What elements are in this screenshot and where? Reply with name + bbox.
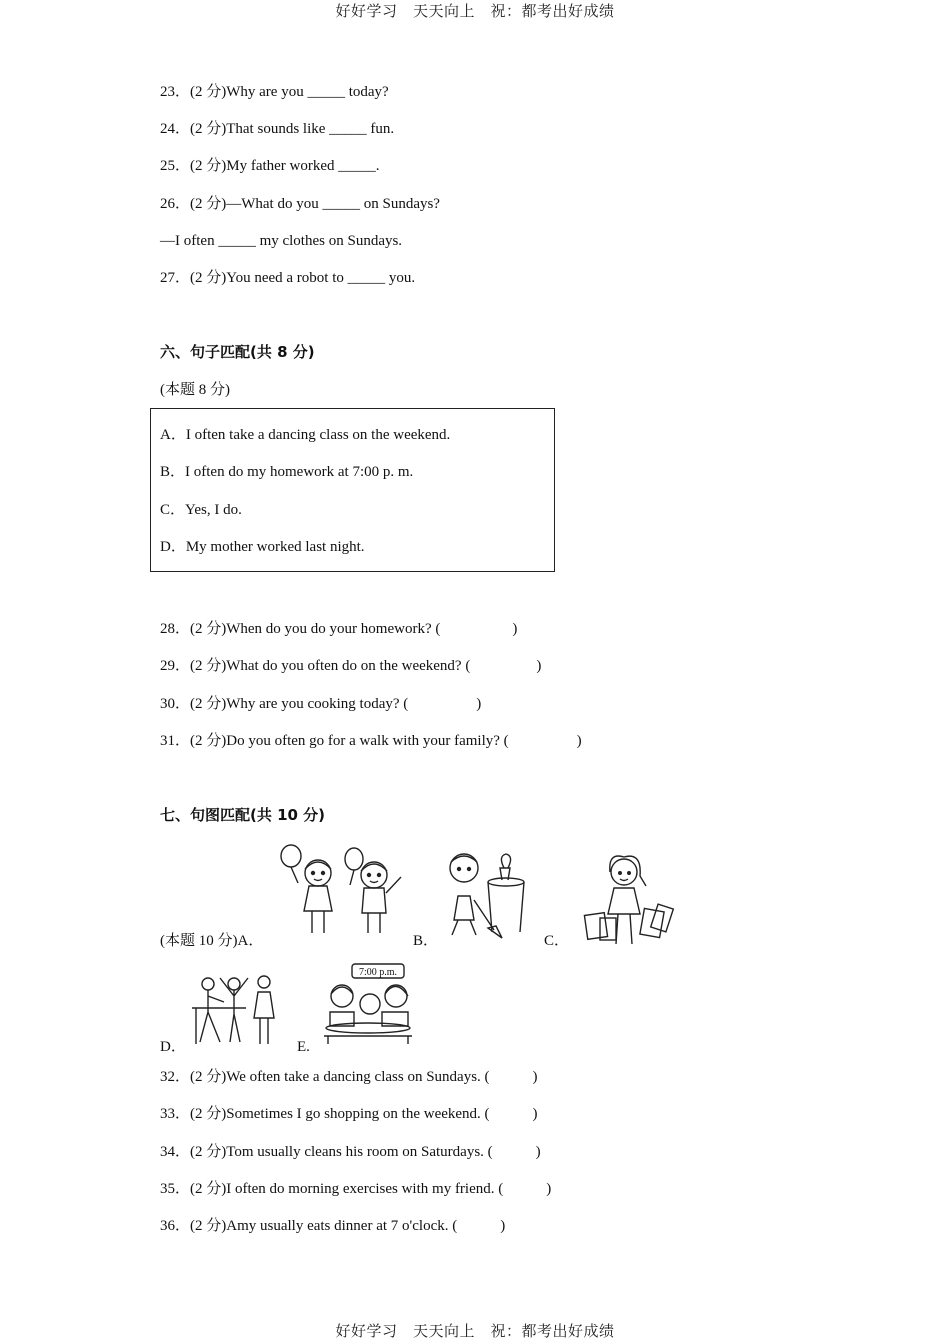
option-b: B．I often do my homework at 7:00 p. m. xyxy=(160,464,414,480)
question-24: 24．(2 分)That sounds like _____ fun. xyxy=(160,121,395,137)
question-30 xyxy=(160,695,481,713)
question-30-text: 30．(2 分)Why are you cooking today? ( xyxy=(160,696,409,712)
question-34-text: 34．(2 分)Tom usually cleans his room on Saturdays. ( xyxy=(160,1144,493,1160)
close-paren: ) xyxy=(532,1106,538,1122)
section-6-title: 六、句子匹配(共 8 分) xyxy=(160,343,315,361)
question-32-text: 32．(2 分)We often take a dancing class on Sundays. ( xyxy=(160,1069,490,1085)
boy-sweeping-icon xyxy=(444,850,528,940)
dancing-class-icon xyxy=(190,972,282,1046)
option-c: C．Yes, I do. xyxy=(160,502,242,518)
close-paren: ) xyxy=(576,733,582,749)
close-paren: ) xyxy=(535,1144,541,1160)
question-28-text: 28．(2 分)When do you do your homework? ( xyxy=(160,621,441,637)
question-35-text: 35．(2 分)I often do morning exercises with my friend. ( xyxy=(160,1181,504,1197)
children-with-balloons-icon xyxy=(276,843,406,939)
question-32 xyxy=(160,1068,538,1086)
close-paren: ) xyxy=(476,696,482,712)
question-27: 27．(2 分)You need a robot to _____ you. xyxy=(160,270,416,286)
question-29-text: 29．(2 分)What do you often do on the weekend? ( xyxy=(160,658,471,674)
question-34 xyxy=(160,1143,541,1161)
girl-shopping-icon xyxy=(580,852,676,948)
label-d: D． xyxy=(160,1039,186,1055)
section-7-note-and-label-a xyxy=(160,932,263,950)
question-36 xyxy=(160,1217,505,1235)
question-36-text: 36．(2 分)Amy usually eats dinner at 7 o'clock. ( xyxy=(160,1218,458,1234)
question-23: 23．(2 分)Why are you _____ today? xyxy=(160,84,389,100)
question-28 xyxy=(160,620,517,638)
page-header: 好好学习 天天向上 祝：都考出好成绩 xyxy=(335,2,615,20)
section-7-title: 七、句图匹配(共 10 分) xyxy=(160,806,326,824)
options-box xyxy=(150,408,555,572)
question-33 xyxy=(160,1105,538,1123)
label-c: C． xyxy=(544,933,570,949)
section-6-note: (本题 8 分) xyxy=(160,382,230,398)
label-b: B． xyxy=(413,933,439,949)
section-7-note: (本题 10 分) xyxy=(160,933,238,949)
clock-label: 7:00 p.m. xyxy=(358,967,398,978)
question-26-answer-line: —I often _____ my clothes on Sundays. xyxy=(160,233,403,249)
label-a: A． xyxy=(237,933,264,949)
label-e: E. xyxy=(297,1039,310,1055)
question-33-text: 33．(2 分)Sometimes I go shopping on the weekend. ( xyxy=(160,1106,490,1122)
option-d: D．My mother worked last night. xyxy=(160,539,365,555)
question-31 xyxy=(160,732,582,750)
close-paren: ) xyxy=(536,658,542,674)
question-31-text: 31．(2 分)Do you often go for a walk with your family? ( xyxy=(160,733,509,749)
family-dinner-icon xyxy=(322,962,414,1046)
close-paren: ) xyxy=(546,1181,552,1197)
question-35 xyxy=(160,1180,551,1198)
question-25: 25．(2 分)My father worked _____. xyxy=(160,158,380,174)
question-29 xyxy=(160,657,541,675)
close-paren: ) xyxy=(532,1069,538,1085)
option-a: A．I often take a dancing class on the weekend. xyxy=(160,427,451,443)
question-26: 26．(2 分)—What do you _____ on Sundays? xyxy=(160,196,440,212)
page-footer: 好好学习 天天向上 祝：都考出好成绩 xyxy=(335,1322,615,1340)
close-paren: ) xyxy=(500,1218,506,1234)
close-paren: ) xyxy=(512,621,518,637)
